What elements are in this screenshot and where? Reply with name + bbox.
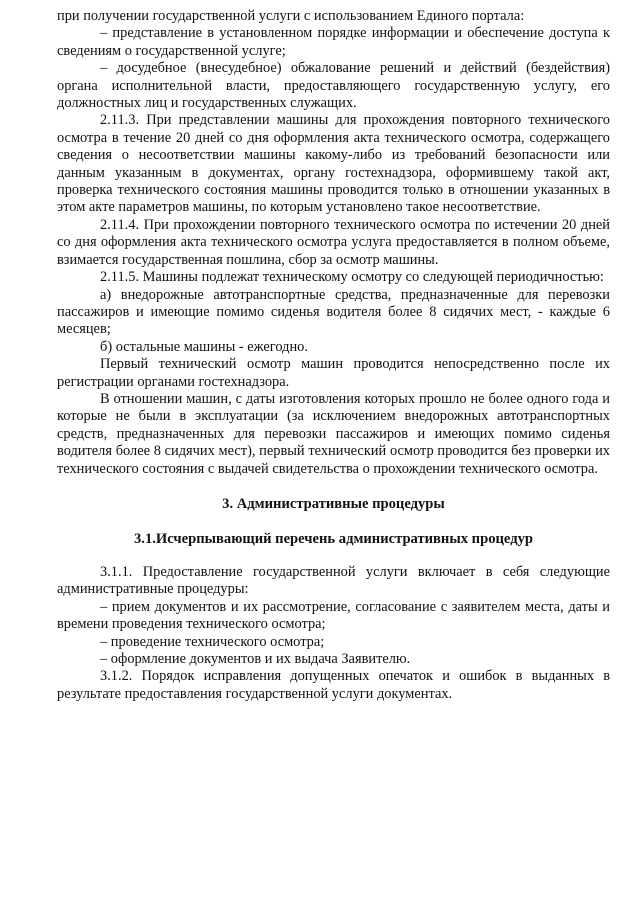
paragraph-2-11-5: 2.11.5. Машины подлежат техническому осмотру со следующей периодичностью:	[100, 269, 604, 286]
list-item-issuance: – оформление документов и их выдача Заявителю.	[100, 651, 411, 667]
section-title: 3. Административные процедуры	[222, 495, 445, 512]
subsection-title: 3.1.Исчерпывающий перечень административных процедур	[134, 530, 533, 547]
paragraph-2-11-3: 2.11.3. При представлении машины для прохождения повторного технического осмотра в течение 20 дней со дня оформления акта технического осмотра, содержащего сведения о несоответствии машины какому-либо из требований безопасности или данным указанным в документах, органу гостехнадзора, оформившему такой акт, проверка технического состояния машины проводится только в отношении указанных в этом акте параметров машины, по которым установлено такое несоответствие.	[57, 112, 610, 216]
list-item-appeal: – досудебное (внесудебное) обжалование решений и действий (бездействия) органа исполнительной власти, предоставляющего государственную услугу, его должностных лиц и государственных служащих.	[57, 60, 610, 112]
paragraph-new-machines: В отношении машин, с даты изготовления которых прошло не более одного года и которые не были в эксплуатации (за исключением внедорожных автотранспортных средств, предназначенных для перевозки пассажиров и имеющих помимо сиденья водителя более 8 сидячих мест), первый технический осмотр проводится без проверки их технического состояния с выдачей свидетельства о прохождении технического осмотра.	[57, 390, 610, 477]
list-item-documents: – прием документов и их рассмотрение, согласование с заявителем места, даты и времени проведения технического осмотра;	[57, 598, 610, 633]
paragraph-3-1-2: 3.1.2. Порядок исправления допущенных опечаток и ошибок в выданных в результате предоставления государственной услуги документах.	[57, 668, 610, 702]
list-item-b: б) остальные машины - ежегодно.	[100, 338, 308, 355]
list-item-info-access: – представление в установленном порядке информации и обеспечение доступа к сведениям о государственной услуге;	[57, 25, 610, 59]
document-page	[57, 8, 610, 703]
list-item-inspection: – проведение технического осмотра;	[100, 633, 325, 650]
paragraph-portal-intro: при получении государственной услуги с использованием Единого портала:	[57, 8, 525, 24]
list-item-a: а) внедорожные автотранспортные средства, предназначенные для перевозки пассажиров и имеющие помимо сиденья водителя более 8 сидячих мест, - каждые 6 месяцев;	[57, 286, 610, 338]
paragraph-first-inspection: Первый технический осмотр машин проводится непосредственно после их регистрации органами гостехнадзора.	[57, 356, 610, 390]
paragraph-3-1-1: 3.1.1. Предоставление государственной услуги включает в себя следующие административные процедуры:	[57, 563, 610, 598]
paragraph-2-11-4: 2.11.4. При прохождении повторного технического осмотра по истечении 20 дней со дня оформления акта технического осмотра услуга предоставляется в полном объеме, взимается государственная пошлина, сбор за осмотр машины.	[57, 216, 610, 268]
